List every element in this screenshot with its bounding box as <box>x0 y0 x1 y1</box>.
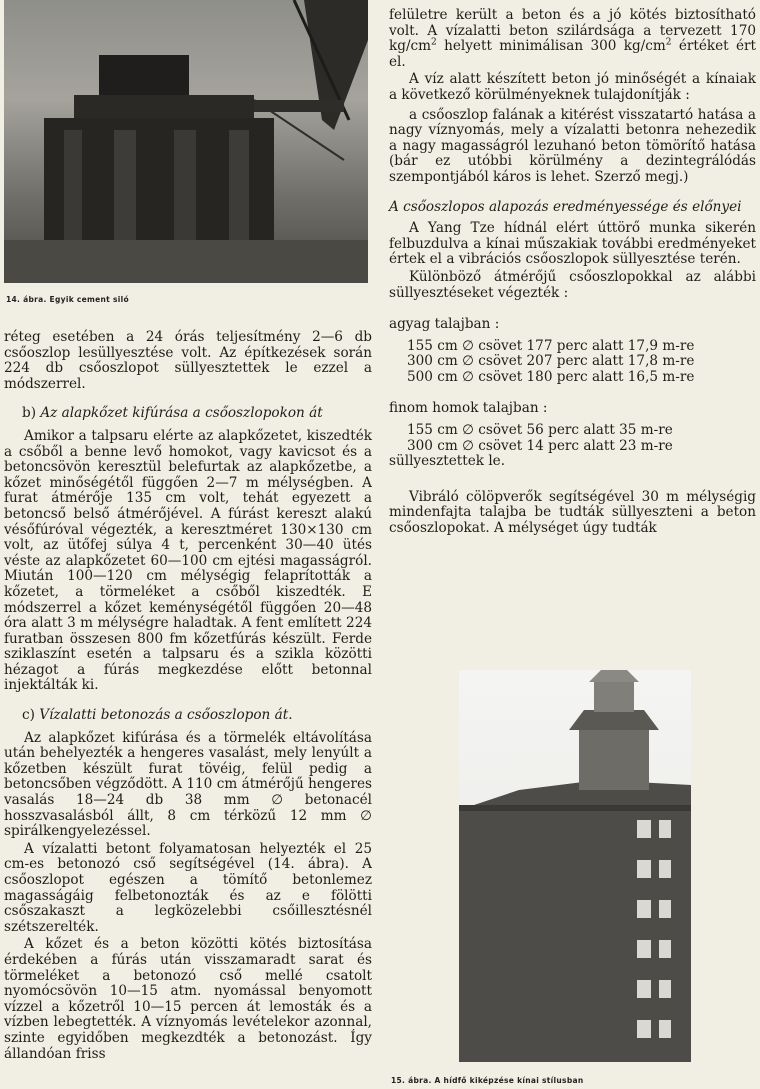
right-paragraph-6: Vibráló cölöpverők segítségével 30 m mélységig mindenfajta talajba be tudták süllyeszteni a beton csőoszlopokat. A mélységet úgy tudták <box>389 488 756 537</box>
cement-silo-illustration <box>4 0 368 283</box>
right-paragraph-2: A víz alatt készített beton jó minőségét a kínaiak a következő körülményeknek tulajdonítják : <box>389 71 756 103</box>
right-paragraph-3: a csőoszlop falának a kitérést visszatartó hatása a nagy víznyomás, mely a vízalatti betonra nehezedik a nagy magasságról lezuhanó beton tömörítő hatása (bár ez utóbbi körülmény a dezintegrálódás szempontjából káros is lehet. Szerző megj.) <box>389 106 756 185</box>
right-column <box>389 8 756 537</box>
right-paragraph-1: felületre került a beton és a jó kötés biztosítható volt. A vízalatti beton szilárdsága a tervezett 170 $kg/cm^2$ helyett minimálisan 300 $kg/cm^2$ értéket ért el. <box>389 7 756 70</box>
left-paragraph-1: réteg esetében a 24 órás teljesítmény 2—6 db csőoszlop lesüllyesztése volt. Az építkezések során 224 db csőoszlopot süllyesztettek le ezzel a módszerrel. <box>4 329 372 392</box>
sand-end: süllyesztettek le. <box>389 453 506 470</box>
figure-15-photo <box>459 670 691 1062</box>
clay-row: 500 cm ∅ csövet 180 perc alatt 16,5 m-re <box>407 368 695 385</box>
right-paragraph-4: A Yang Tze hídnál elért úttörő munka sikerén felbuzdulva a kínai műszakiak további eredményeket értek el a vibrációs csőoszlopok süllyesztése terén. <box>389 220 756 268</box>
left-paragraph-5: A kőzet és a beton közötti kötés biztosítása érdekében a fúrás után visszamaradt sarat és törmeléket a betonozó cső mellé csatolt nyomócsövön 10—15 atm. nyomással benyomott vízzel a kőzetről 10—15 percen át lemosták és a vízben lebegtették. A víznyomás levételekor azonnal, szinte egyidőben megkezdték a betonozást. Így állandóan friss <box>4 936 372 1062</box>
left-paragraph-4: A vízalatti betont folyamatosan helyezték el 25 cm-es betonozó cső segítségével (14. ábra). A csőoszlopot egészen a tömítő betonlemez magasságáig felbetonozták és az e fölötti csőszakaszt a legközelebbi csőillesztésnél szétszerelték. <box>4 840 372 935</box>
clay-label: agyag talajban : <box>389 316 500 333</box>
figure-14-caption: 14. ábra. Egyik cement siló <box>6 295 129 304</box>
clay-results <box>389 339 756 386</box>
right-paragraph-5: Különböző átmérőjű csőoszlopokkal az alábbi süllyesztéseket végezték : <box>389 268 756 301</box>
section-c-heading: c) Vízalatti betonozás a csőoszlopon át. <box>22 707 293 724</box>
bridge-tower-illustration <box>459 670 691 1062</box>
sand-label: finom homok talajban : <box>389 400 548 417</box>
left-column <box>4 330 372 1062</box>
figure-14-photo <box>4 0 368 283</box>
sand-results <box>389 423 756 454</box>
clay-row: 300 cm ∅ csövet 207 perc alatt 17,8 m-re <box>407 353 695 370</box>
clay-row: 155 cm ∅ csövet 177 perc alatt 17,9 m-re <box>407 337 695 354</box>
left-paragraph-3: Az alapkőzet kifúrása és a törmelék eltávolítása után behelyezték a hengeres vasalást, mely lenyúlt a kőzetben készült furat tövéig, felül pedig a betoncsőben végződött. A 110 cm átmérőjű hengeres vasalás 18—24 db 38 mm ∅ betonacél hosszvasalásból állt, 8 cm térközű 12 mm ∅ spirálkengyelezéssel. <box>4 729 372 840</box>
section-b-heading: b) Az alapkőzet kifúrása a csőoszlopokon át <box>22 405 323 422</box>
right-section-heading: A csőoszlopos alapozás eredményessége és előnyei <box>389 198 742 215</box>
figure-15-caption: 15. ábra. A hídfő kiképzése kínai stílusban <box>391 1076 584 1085</box>
left-paragraph-2: Amikor a talpsaru elérte az alapkőzetet, kiszedték a csőből a benne levő homokot, vagy kavicsot és a betoncsövön keresztül belefurtak az alapkőzetbe, a kőzet minőségétől függően 2—7 m mélységben. A furat átmérője 135 cm volt, tehát egyezett a betoncső belső átmérőjével. A fúrást kereszt alakú vésőfúróval végezték, a keresztméret 130×130 cm volt, az ütőfej súlya 4 t, percenként 30—40 ütés véste az alapkőzetet 60—100 cm ejtési magasságról. Miután 100—120 cm mélységig felaprították a kőzetet, a törmeléket a csőből kiszedték. E módszerrel a kőzet keménységétől függően 20—48 óra alatt 3 m mélységre haladtak. A fent említett 224 furatban összesen 800 fm kőzetfúrás készült. Ferde sziklaszínt esetén a talpsaru és a szikla közötti hézagot a fúrás megkezdése előtt betonnal injektálták ki. <box>4 427 372 694</box>
sand-row: 155 cm ∅ csövet 56 perc alatt 35 m-re <box>407 422 673 439</box>
sand-row: 300 cm ∅ csövet 14 perc alatt 23 m-re <box>407 437 673 454</box>
